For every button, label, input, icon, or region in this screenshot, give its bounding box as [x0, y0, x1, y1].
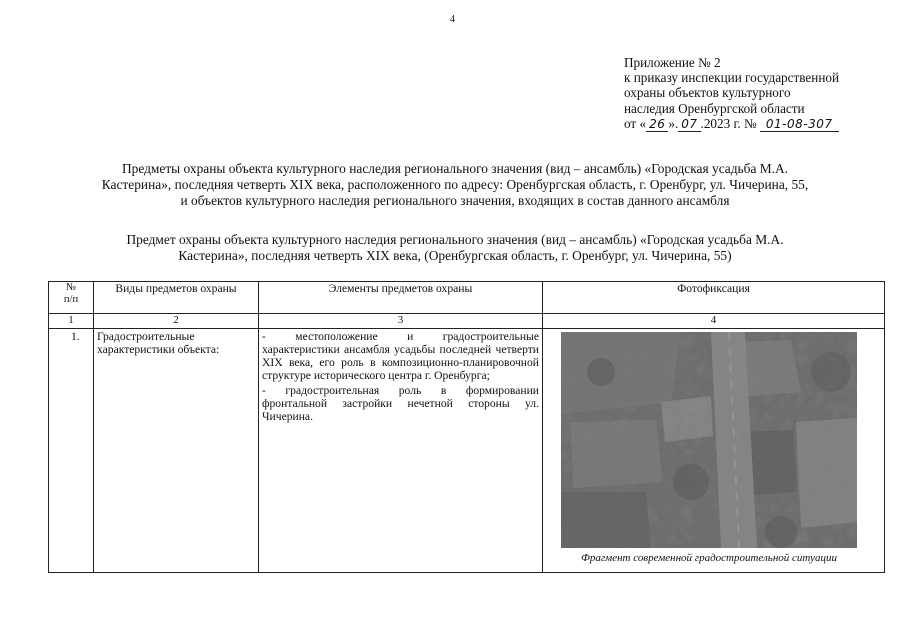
appendix-header [624, 55, 904, 132]
header-photo: Фотофиксация [543, 282, 885, 314]
row-elements-cell [259, 329, 543, 573]
column-number-3: 3 [259, 314, 543, 329]
handwritten-day: 26 [646, 117, 668, 132]
appendix-line-4: наследия Оренбургской области [624, 100, 805, 116]
element-item-2: - градостроительная роль в формировании фронтальной застройки нечетной стороны ул. Чичерина. [262, 384, 539, 423]
date-prefix: от « [624, 115, 647, 131]
appendix-line-3: охраны объектов культурного [624, 85, 791, 101]
document-subtitle [55, 232, 855, 264]
handwritten-order-number: 01-08-307 [760, 117, 839, 132]
row-type-line-1: Градостроительные [97, 330, 195, 343]
photo-container [543, 329, 884, 548]
document-title [55, 161, 855, 209]
column-number-4: 4 [543, 314, 885, 329]
column-numbers-row [49, 314, 885, 329]
row-number: 1. [71, 330, 80, 343]
subtitle-line-1: Предмет охраны объекта культурного наследия регионального значения (вид – ансамбль) «Городская усадьба М.А. [126, 232, 784, 247]
row-type-line-2: характеристики объекта: [97, 343, 220, 356]
appendix-line-1: Приложение № 2 [624, 55, 721, 70]
title-line-3: и объектов культурного наследия регионального значения, входящих в состав данного ансамбля [180, 193, 730, 208]
subtitle-line-2: Кастерина», последняя четверть XIX века, (Оренбургская область, г. Оренбург, ул. Чичерина, 55) [178, 248, 732, 263]
row-number-cell [49, 329, 94, 573]
row-type-cell [94, 329, 259, 573]
aerial-photo [561, 332, 857, 548]
page-number: 4 [450, 14, 455, 25]
title-line-2: Кастерина», последняя четверть XIX века, расположенного по адресу: Оренбургская область, г. Оренбург, ул. Чичерина, 55, [101, 177, 809, 192]
column-number-1: 1 [49, 314, 94, 329]
row-photo-cell [543, 329, 885, 573]
date-year: .2023 г. № [700, 115, 760, 131]
appendix-date-line [624, 116, 904, 132]
column-number-2: 2 [94, 314, 259, 329]
header-number: № п/п [49, 282, 94, 314]
header-elements: Элементы предметов охраны [259, 282, 543, 314]
protection-subjects-table [48, 281, 885, 573]
table-row [49, 329, 885, 573]
handwritten-month: 07 [678, 117, 700, 132]
appendix-line-2: к приказу инспекции государственной [624, 70, 840, 86]
element-item-1: - местоположение и градостроительные характеристики ансамбля усадьбы последней четверти XIX века, его роль в композиционно-планировочной структуре исторического центра г. Оренбурга; [262, 330, 539, 382]
header-types: Виды предметов охраны [94, 282, 259, 314]
photo-caption: Фрагмент современной градостроительной ситуации [581, 552, 837, 564]
title-line-1: Предметы охраны объекта культурного наследия регионального значения (вид – ансамбль) «Городская усадьба М.А. [121, 161, 789, 176]
table-header-row [49, 282, 885, 314]
date-mid: ». [668, 115, 679, 131]
